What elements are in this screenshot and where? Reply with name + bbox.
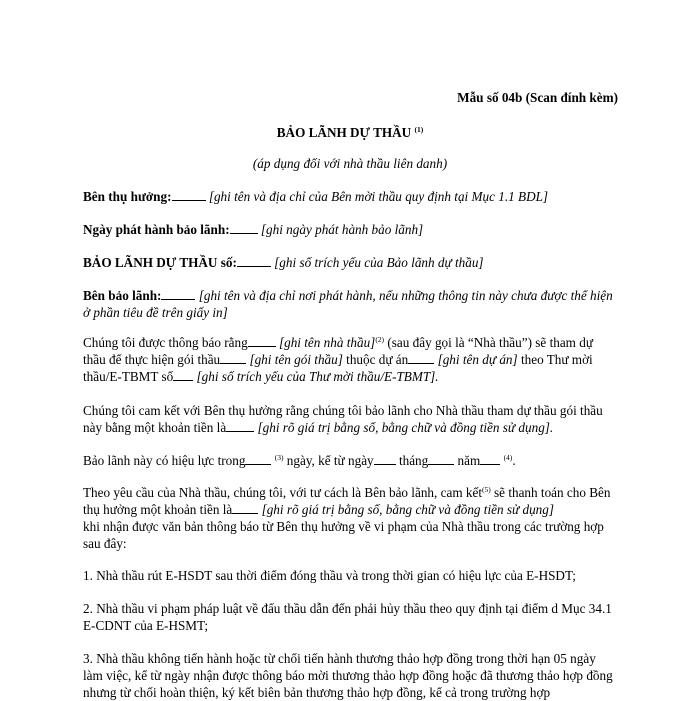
- issue-date-hint: [ghi ngày phát hành bảo lãnh]: [260, 222, 424, 237]
- document-title: [0, 124, 700, 141]
- guarantor-line: [83, 287, 618, 321]
- amount-blank: [226, 420, 254, 432]
- year-blank: [480, 453, 500, 465]
- paragraph-notification: [83, 334, 618, 385]
- footnote-ref-5: (5): [481, 485, 491, 494]
- invitation-blank: [173, 369, 193, 381]
- guarantor-hint: [ghi tên và địa chỉ nơi phát hành, nếu những thông tin này chưa được thể hiện ở phần tiêu đề trên giấy in]: [83, 288, 613, 320]
- invitation-hint: [ghi số trích yếu của Thư mời thầu/E-TBMT].: [196, 369, 439, 384]
- paragraph-payment: [83, 484, 618, 552]
- contractor-hint: [ghi tên nhà thầu]: [278, 335, 376, 350]
- p4-text-a: Theo yêu cầu của Nhà thầu, chúng tôi, với tư cách là Bên bảo lãnh, cam kết: [83, 485, 482, 500]
- p4-text-c: khi nhận được văn bản thông báo từ Bên thụ hưởng về vi phạm của Nhà thầu trong các trường hợp sau đây:: [83, 519, 604, 551]
- beneficiary-line: [83, 188, 618, 205]
- contractor-blank: [248, 335, 276, 347]
- list-item-3: 3. Nhà thầu không tiến hành hoặc từ chối tiến hành thương thảo hợp đồng trong thời hạn 05 ngày làm việc, kể từ ngày nhận được thông báo mời thương thảo hợp đồng hoặc đã thương thảo hợp đồng nhưng từ chối hoàn thiện, ký kết biên bản thương thảo hợp đồng, kể cả trong trường hợp: [83, 651, 613, 700]
- p3-text-d: năm: [454, 453, 481, 468]
- p4-text-b: sẽ thanh toán cho Bên thụ hưởng một khoản tiền là: [83, 485, 611, 517]
- guarantor-label: Bên bảo lãnh:: [83, 288, 162, 303]
- guarantee-number-blank: [237, 255, 271, 267]
- title-text: BẢO LÃNH DỰ THẦU: [276, 125, 412, 140]
- payment-amount-blank: [232, 502, 258, 514]
- footnote-ref-2: (2): [375, 335, 385, 344]
- beneficiary-hint: [ghi tên và địa chỉ của Bên mời thầu quy định tại Mục 1.1 BDL]: [208, 189, 549, 204]
- paragraph-validity: [83, 452, 618, 469]
- list-item-1: 1. Nhà thầu rút E-HSDT sau thời điểm đóng thầu và trong thời gian có hiệu lực của E-HSDT;: [83, 568, 576, 583]
- project-blank: [408, 352, 434, 364]
- guarantee-number-label: BẢO LÃNH DỰ THẦU số:: [83, 255, 237, 270]
- issue-date-line: [83, 221, 618, 238]
- paragraph-commitment: [83, 402, 618, 436]
- p1-text-b: (sau đây gọi là “Nhà thầu”) sẽ tham dự thầu để thực hiện gói thầu: [83, 335, 593, 367]
- guarantee-number-line: [83, 254, 618, 271]
- issue-date-label: Ngày phát hành bảo lãnh:: [83, 222, 230, 237]
- p1-text-a: Chúng tôi được thông báo rằng: [83, 335, 248, 350]
- footnote-ref-4: (4): [503, 453, 513, 462]
- validity-days-blank: [245, 453, 271, 465]
- payment-amount-hint: [ghi rõ giá trị bằng số, bằng chữ và đồng tiền sử dụng]: [261, 502, 555, 517]
- issue-date-blank: [230, 222, 258, 234]
- guarantee-number-hint: [ghi số trích yếu của Bảo lãnh dự thầu]: [274, 255, 484, 270]
- form-number: Mẫu số 04b (Scan đính kèm): [457, 90, 618, 105]
- p1-text-c: thuộc dự án: [342, 352, 409, 367]
- beneficiary-blank: [172, 189, 206, 201]
- footnote-ref-3: (3): [274, 453, 284, 462]
- p3-text-c: tháng: [395, 453, 429, 468]
- guarantor-blank: [161, 288, 195, 300]
- list-item-2: 2. Nhà thầu vi phạm pháp luật về đấu thầu dẫn đến phải hủy thầu theo quy định tại điểm d Mục 34.1 E-CDNT của E-HSMT;: [83, 601, 612, 633]
- p2-text: Chúng tôi cam kết với Bên thụ hưởng rằng chúng tôi bảo lãnh cho Nhà thầu tham dự thầu gói thầu này bằng một khoản tiền là: [83, 403, 603, 435]
- p3-text-a: Bảo lãnh này có hiệu lực trong: [83, 453, 246, 468]
- document-subtitle: (áp dụng đối với nhà thầu liên danh): [252, 156, 448, 171]
- title-footnote-ref: (1): [414, 125, 424, 134]
- month-blank: [428, 453, 454, 465]
- p1-text-d: theo Thư mời thầu/E-TBMT số: [83, 352, 593, 384]
- p3-text-e: .: [512, 453, 516, 468]
- p3-text-b: ngày, kể từ ngày: [283, 453, 374, 468]
- beneficiary-label: Bên thụ hưởng:: [83, 189, 172, 204]
- package-blank: [220, 352, 246, 364]
- package-hint: [ghi tên gói thầu]: [249, 352, 343, 367]
- amount-hint: [ghi rõ giá trị bằng số, bằng chữ và đồng tiền sử dụng].: [257, 420, 554, 435]
- project-hint: [ghi tên dự án]: [437, 352, 518, 367]
- day-blank: [374, 453, 396, 465]
